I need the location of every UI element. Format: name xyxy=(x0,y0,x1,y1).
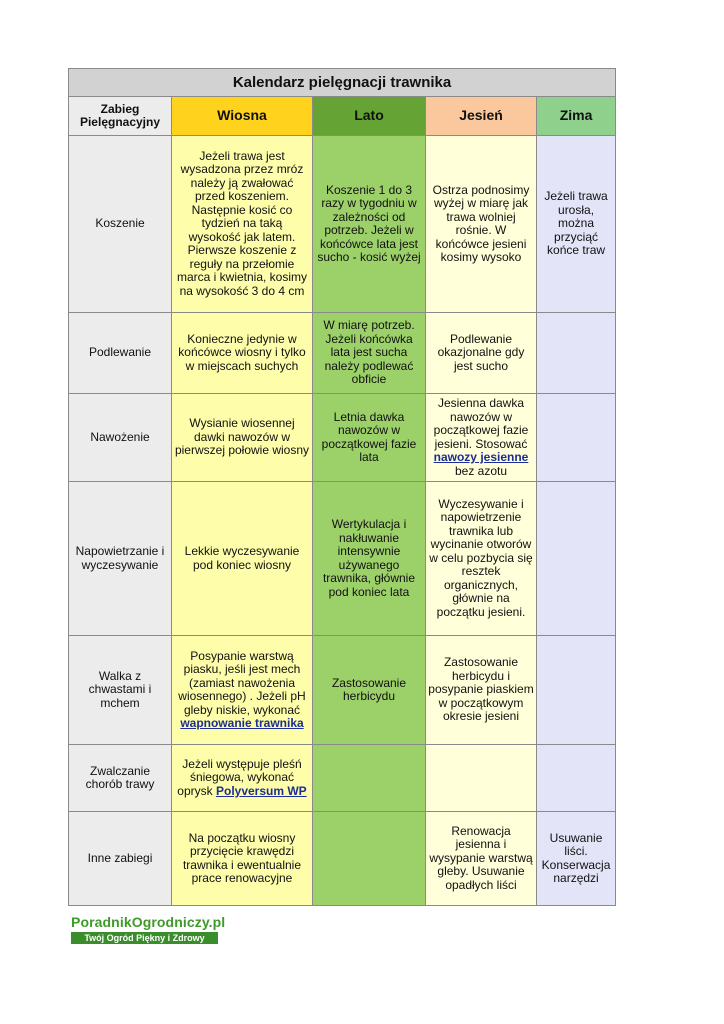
table-row xyxy=(69,313,616,394)
logo-tagline: Twój Ogród Piękny i Zdrowy xyxy=(71,932,218,944)
care-calendar-table xyxy=(68,68,616,906)
site-logo[interactable] xyxy=(71,914,226,944)
cell-watering-autumn: Podlewanie okazjonalne gdy jest sucho xyxy=(426,313,537,394)
cell-diseases-spring xyxy=(172,745,313,812)
table-row xyxy=(69,745,616,812)
cell-watering-summer: W miarę potrzeb. Jeżeli końcówka lata jest sucha należy podlewać obficie xyxy=(313,313,426,394)
row-label-weeds: Walka z chwastami i mchem xyxy=(69,636,172,745)
cell-fertilizing-spring: Wysianie wiosennej dawki nawozów w pierwszej połowie wiosny xyxy=(172,394,313,482)
header-autumn: Jesień xyxy=(426,97,537,136)
row-label-other: Inne zabiegi xyxy=(69,812,172,906)
table-row xyxy=(69,812,616,906)
table-row xyxy=(69,636,616,745)
cell-text: Jeżeli występuje pleśń śniegowa, wykonać oprysk xyxy=(177,756,302,798)
header-spring: Wiosna xyxy=(172,97,313,136)
cell-diseases-autumn xyxy=(426,745,537,812)
cell-weeds-autumn: Zastosowanie herbicydu i posypanie piaskiem w początkowym okresie jesieni xyxy=(426,636,537,745)
logo-name: PoradnikOgrodniczy.pl xyxy=(71,914,226,930)
header-summer: Lato xyxy=(313,97,426,136)
cell-diseases-summer xyxy=(313,745,426,812)
cell-diseases-winter xyxy=(537,745,616,812)
cell-text: Posypanie warstwą piasku, jeśli jest mech (zamiast nawożenia wiosennego) . Jeżeli pH gleby niskie, wykonać xyxy=(178,648,306,717)
cell-mowing-autumn: Ostrza podnosimy wyżej w miarę jak trawa wolniej rośnie. W końcówce jesieni kosimy wysoko xyxy=(426,136,537,313)
header-winter: Zima xyxy=(537,97,616,136)
cell-other-autumn: Renowacja jesienna i wysypanie warstwą gleby. Usuwanie opadłych liści xyxy=(426,812,537,906)
cell-weeds-summer: Zastosowanie herbicydu xyxy=(313,636,426,745)
row-label-fertilizing: Nawożenie xyxy=(69,394,172,482)
link-polyversum[interactable]: Polyversum WP xyxy=(215,783,307,798)
table-row xyxy=(69,482,616,636)
cell-watering-winter xyxy=(537,313,616,394)
link-lawn-liming[interactable]: wapnowanie trawnika xyxy=(180,716,304,730)
cell-fertilizing-summer: Letnia dawka nawozów w początkowej fazie lata xyxy=(313,394,426,482)
cell-mowing-spring: Jeżeli trawa jest wysadzona przez mróz należy ją zwałować przed koszeniem. Następnie kosić co tydzień na taką wysokość jak latem. Pierwsze koszenie z reguły na przełomie marca i kwietnia, kosimy na wysokość 3 do 4 cm xyxy=(172,136,313,313)
table-title: Kalendarz pielęgnacji trawnika xyxy=(69,69,616,97)
link-autumn-fertilizers[interactable]: nawozy jesienne xyxy=(433,450,529,464)
cell-aeration-winter xyxy=(537,482,616,636)
cell-mowing-winter: Jeżeli trawa urosła, można przyciąć końce traw xyxy=(537,136,616,313)
cell-aeration-spring: Lekkie wyczesywanie pod koniec wiosny xyxy=(172,482,313,636)
row-label-aeration: Napowietrzanie i wyczesywanie xyxy=(69,482,172,636)
cell-aeration-summer: Wertykulacja i nakłuwanie intensywnie używanego trawnika, głównie pod koniec lata xyxy=(313,482,426,636)
cell-mowing-summer: Koszenie 1 do 3 razy w tygodniu w zależności od potrzeb. Jeżeli w końcówce lata jest sucho - kosić wyżej xyxy=(313,136,426,313)
cell-text: bez azotu xyxy=(454,463,508,478)
table-row xyxy=(69,394,616,482)
cell-other-spring: Na początku wiosny przycięcie krawędzi trawnika i ewentualnie prace renowacyjne xyxy=(172,812,313,906)
cell-weeds-winter xyxy=(537,636,616,745)
table-row xyxy=(69,136,616,313)
cell-other-summer xyxy=(313,812,426,906)
header-treatment: Zabieg Pielęgnacyjny xyxy=(69,97,172,136)
row-label-mowing: Koszenie xyxy=(69,136,172,313)
cell-watering-spring: Konieczne jedynie w końcówce wiosny i tylko w miejscach suchych xyxy=(172,313,313,394)
cell-aeration-autumn: Wyczesywanie i napowietrzenie trawnika lub wycinanie otworów w celu pozbycia się resztek organicznych, głównie na początku jesieni. xyxy=(426,482,537,636)
cell-fertilizing-winter xyxy=(537,394,616,482)
cell-weeds-spring xyxy=(172,636,313,745)
row-label-diseases: Zwalczanie chorób trawy xyxy=(69,745,172,812)
cell-text: Jesienna dawka nawozów w początkowej fazie jesieni. Stosować xyxy=(433,396,529,451)
cell-fertilizing-autumn xyxy=(426,394,537,482)
row-label-watering: Podlewanie xyxy=(69,313,172,394)
cell-other-winter: Usuwanie liści. Konserwacja narzędzi xyxy=(537,812,616,906)
